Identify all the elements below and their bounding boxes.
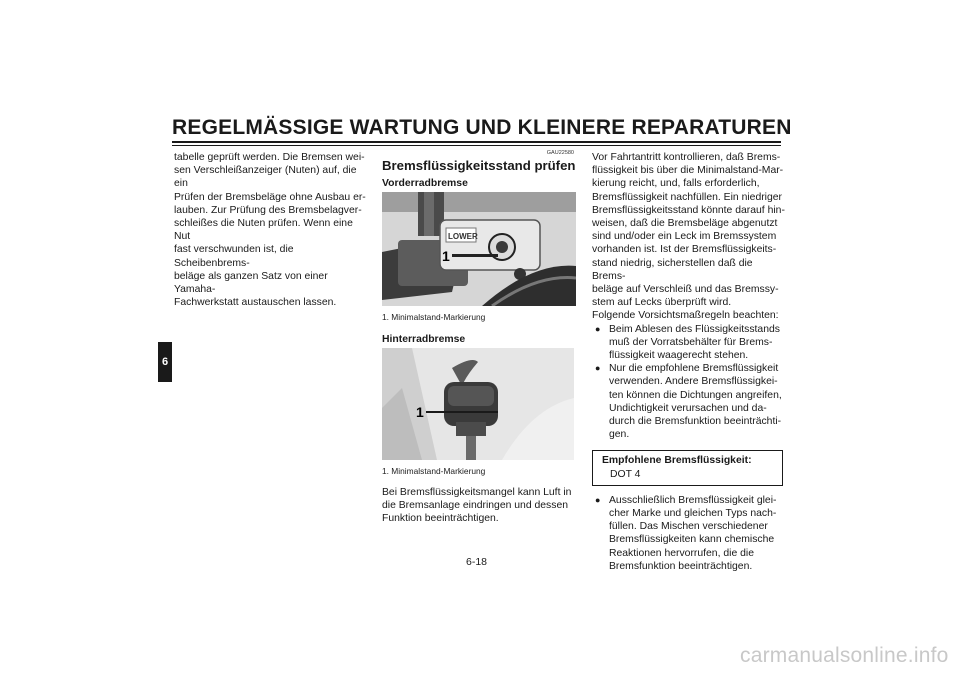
bullet-icon: ● bbox=[595, 494, 601, 505]
bullet-item bbox=[592, 323, 787, 363]
text-line: Beim Ablesen des Flüssigkeitsstands bbox=[609, 323, 780, 335]
rear-brake-reservoir-photo bbox=[382, 348, 574, 460]
text-line: flüssigkeit waagerecht stehen. bbox=[609, 350, 749, 362]
text-line: sind und/oder ein Leck im Bremssystem bbox=[592, 231, 777, 243]
column-2 bbox=[382, 150, 577, 526]
text-line: Nur die empfohlene Bremsflüssigkeit bbox=[609, 363, 779, 375]
text-line: stand niedrig, sicherstellen daß die Brems- bbox=[592, 257, 753, 282]
text-line: cher Marke und gleichen Typs nach- bbox=[609, 508, 777, 520]
text-line: beläge als ganzen Satz von einer Yamaha- bbox=[174, 270, 328, 296]
photo-caption: 1. Minimalstand-Markierung bbox=[382, 312, 486, 322]
text-line: durch die Bremsfunktion beeinträchti- bbox=[609, 416, 782, 428]
photo-caption: 1. Minimalstand-Markierung bbox=[382, 466, 486, 476]
text-line: lauben. Zur Prüfung des Bremsbelagver- bbox=[174, 204, 362, 216]
text-line: beläge auf Verschleiß und das Bremssy- bbox=[592, 284, 779, 296]
text-line: ten können die Dichtungen angreifen, bbox=[609, 389, 782, 401]
rear-brake-heading: Hinterradbremse bbox=[382, 334, 466, 345]
text-line: füllen. Das Mischen verschiedener bbox=[609, 521, 768, 533]
text-line: Vor Fahrtantritt kontrollieren, daß Brems- bbox=[592, 152, 781, 163]
text-line: Funktion beeinträchtigen. bbox=[382, 513, 499, 525]
bullet-item bbox=[592, 494, 787, 573]
text-line: sen Verschleißanzeiger (Nuten) auf, die ein bbox=[174, 165, 357, 190]
text-line: muß der Vorratsbehälter für Brems- bbox=[609, 336, 773, 348]
text-line: Bremsflüssigkeitsstand könnte darauf hin- bbox=[592, 204, 785, 216]
text-line: tabelle geprüft werden. Die Bremsen wei- bbox=[174, 152, 365, 163]
text-line: Bremsflüssigkeiten kann chemische bbox=[609, 534, 775, 546]
bullet-icon: ● bbox=[595, 323, 601, 334]
text-line: Prüfen der Bremsbeläge ohne Ausbau er- bbox=[174, 191, 366, 203]
recommended-fluid-box bbox=[592, 450, 783, 485]
page-number: 6-18 bbox=[466, 556, 488, 568]
text-line: Bremsflüssigkeit nachfüllen. Ein niedriger bbox=[592, 191, 783, 203]
front-brake-heading: Vorderradbremse bbox=[382, 178, 468, 189]
reference-code: GAU22580 bbox=[546, 150, 574, 156]
text-line: kierung reicht, und, falls erforderlich, bbox=[592, 178, 760, 190]
text-line: schleißes die Nuten prüfen. Wenn eine Nut bbox=[174, 218, 353, 243]
text-line: weisen, daß die Bremsbeläge abgenutzt bbox=[592, 218, 778, 230]
min-level-line bbox=[426, 411, 498, 413]
text-line: Reaktionen hervorrufen, die die bbox=[609, 547, 754, 559]
column-3 bbox=[592, 151, 787, 573]
header-rule bbox=[172, 141, 781, 143]
body-text bbox=[382, 486, 577, 526]
text-line: flüssigkeit bis über die Minimalstand-Mar- bbox=[592, 165, 784, 177]
reservoir-label: LOWER bbox=[448, 232, 478, 241]
text-line: fast verschwunden ist, die Scheibenbrems- bbox=[174, 244, 294, 269]
section-title: Bremsflüssigkeitsstand prüfen bbox=[382, 158, 576, 173]
text-line: Folgende Vorsichtsmaßregeln beachten: bbox=[592, 310, 779, 322]
callout-number: 1 bbox=[442, 248, 450, 264]
bullet-icon: ● bbox=[595, 363, 601, 374]
header-rule-thin bbox=[172, 145, 781, 146]
min-level-line bbox=[452, 254, 498, 257]
page-header-title: REGELMÄSSIGE WARTUNG UND KLEINERE REPARATUREN bbox=[172, 116, 792, 139]
text-line: gen. bbox=[609, 429, 630, 441]
text-line: Ausschließlich Bremsflüssigkeit glei- bbox=[609, 494, 777, 506]
text-line: Undichtigkeit verursachen und da- bbox=[609, 402, 767, 414]
box-title: Empfohlene Bremsflüssigkeit: bbox=[602, 455, 752, 467]
text-line: vorhanden ist. Ist der Bremsflüssigkeits- bbox=[592, 244, 777, 256]
front-brake-reservoir-photo bbox=[382, 192, 576, 306]
text-line: stem auf Lecks überprüft wird. bbox=[592, 297, 732, 309]
column-1 bbox=[174, 151, 369, 309]
text-line: Fachwerkstatt austauschen lassen. bbox=[174, 297, 337, 309]
bullet-item bbox=[592, 362, 787, 441]
callout-number: 1 bbox=[416, 404, 424, 420]
chapter-tab: 6 bbox=[158, 342, 172, 382]
text-line: Bremsfunktion beeinträchtigen. bbox=[609, 560, 753, 572]
watermark: carmanualsonline.info bbox=[740, 644, 949, 667]
text-line: die Bremsanlage eindringen und dessen bbox=[382, 500, 569, 512]
box-value: DOT 4 bbox=[610, 468, 641, 480]
text-line: verwenden. Andere Bremsflüssigkei- bbox=[609, 376, 778, 388]
text-line: Bei Bremsflüssigkeitsmangel kann Luft in bbox=[382, 487, 572, 498]
